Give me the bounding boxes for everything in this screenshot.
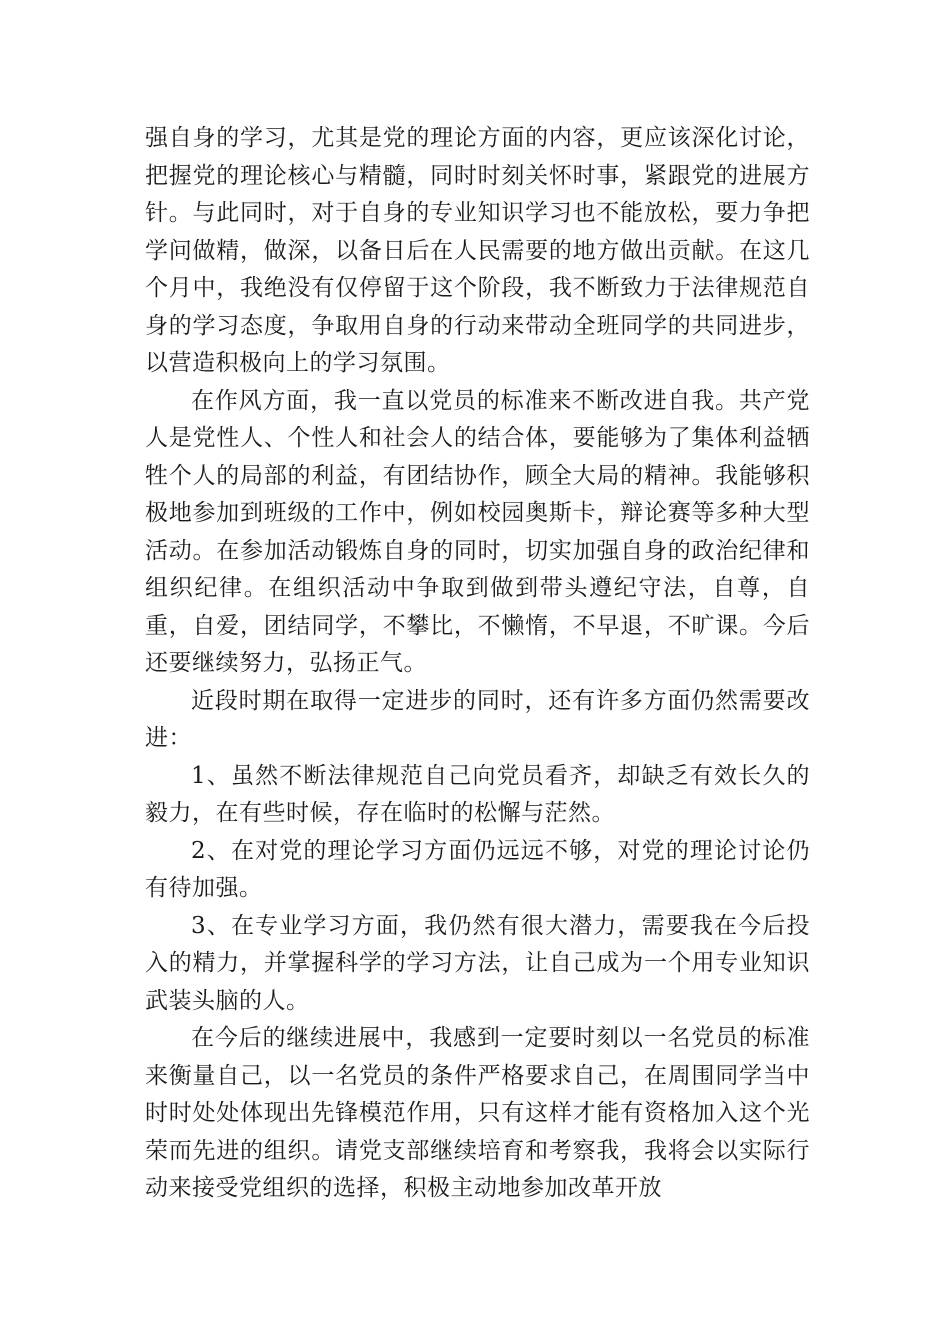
- paragraph-future-commitment: 在今后的继续进展中，我感到一定要时刻以一名党员的标准来衡量自己，以一名党员的条件严格要求自己，在周围同学当中时时处处体现出先锋模范作用，只有这样才能有资格加入这个光荣而先进的组织。请党支部继续培育和考察我，我将会以实际行动来接受党组织的选择，积极主动地参加改革开放: [145, 1025, 810, 1201]
- list-item-1: 1、虽然不断法律规范自己向党员看齐，却缺乏有效长久的毅力，在有些时候，存在临时的松懈与茫然。: [145, 762, 810, 826]
- paragraph-work-style: 在作风方面，我一直以党员的标准来不断改进自我。共产党人是党性人、个性人和社会人的结合体，要能够为了集体利益牺牲个人的局部的利益，有团结协作，顾全大局的精神。我能够积极地参加到班级的工作中，例如校园奥斯卡，辩论赛等多种大型活动。在参加活动锻炼自身的同时，切实加强自身的政治纪律和组织纪律。在组织活动中争取到做到带头遵纪守法，自尊，自重，自爱，团结同学，不攀比，不懒惰，不早退，不旷课。今后还要继续努力，弘扬正气。: [145, 387, 810, 676]
- document-page: [145, 120, 810, 1208]
- list-item-3: 3、在专业学习方面，我仍然有很大潜力，需要我在今后投入的精力，并掌握科学的学习方法，让自己成为一个用专业知识武装头脑的人。: [145, 912, 810, 1014]
- list-item-2: 2、在对党的理论学习方面仍远远不够，对党的理论讨论仍有待加强。: [145, 837, 810, 901]
- paragraph-continuation: 强自身的学习，尤其是党的理论方面的内容，更应该深化讨论，把握党的理论核心与精髓，同时时刻关怀时事，紧跟党的进展方针。与此同时，对于自身的专业知识学习也不能放松，要力争把学问做精，做深，以备日后在人民需要的地方做出贡献。在这几个月中，我绝没有仅停留于这个阶段，我不断致力于法律规范自身的学习态度，争取用自身的行动来带动全班同学的共同进步，以营造积极向上的学习氛围。: [145, 125, 810, 376]
- paragraph-improvements-intro: 近段时期在取得一定进步的同时，还有许多方面仍然需要改进：: [145, 687, 810, 751]
